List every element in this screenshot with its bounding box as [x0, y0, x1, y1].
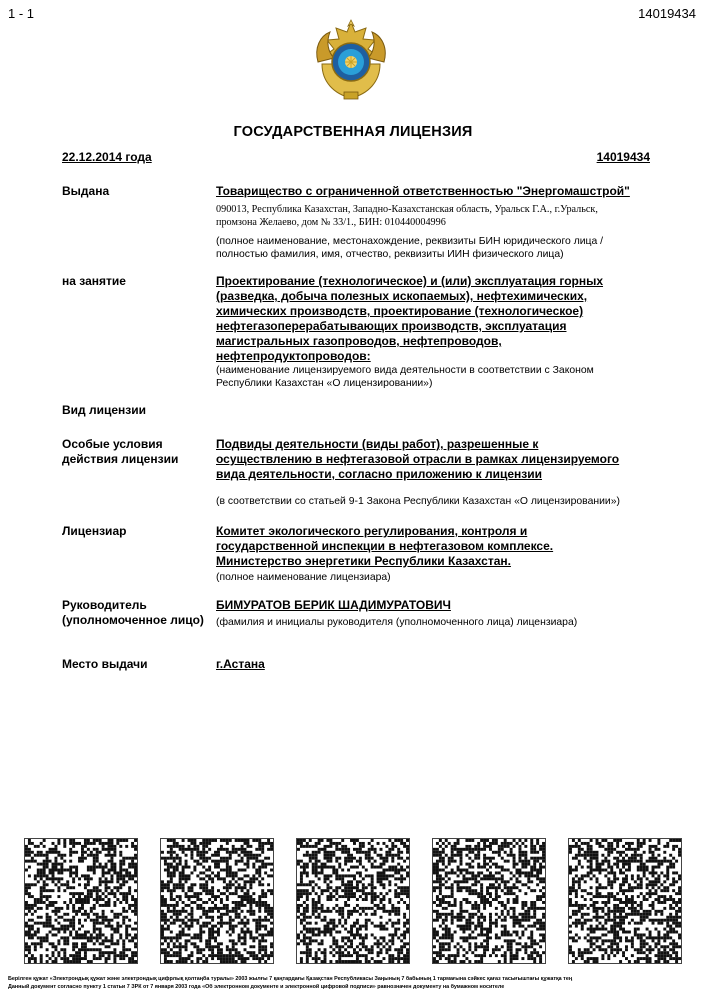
- head-label-line2: (уполномоченное лицо): [62, 613, 204, 627]
- activity-line: химических производств, проектирование (технологическое): [216, 304, 584, 318]
- kazakhstan-state-emblem-icon: [308, 18, 394, 104]
- document-number-top: 14019434: [638, 6, 696, 21]
- footer-legal-ru: Данный документ согласно пункту 1 статьи 7 ЗРК от 7 января 2003 года «Об электронном документе и электронной цифровой подписи» равнозначен документу на бумажном носителе: [8, 984, 505, 990]
- qr-code: [296, 838, 410, 964]
- licensor-label: Лицензиар: [62, 524, 127, 538]
- licensor-line: Министерство энергетики Республики Казахстан.: [216, 554, 511, 568]
- qr-code: [432, 838, 546, 964]
- license-number: 14019434: [596, 150, 650, 164]
- head-note: (фамилия и инициалы руководителя (уполномоченного лица) лицензиара): [216, 617, 578, 628]
- activity-line: (разведка, добыча полезных ископаемых), нефтехимических,: [216, 289, 588, 303]
- footer-legal-kz: Берілген құжат «Электрондық құжат және электрондық цифрлық қолтаңба туралы» 2003 жылғы 7 қаңтардағы Қазақстан Республикасы Заңының 7 бабының 1 тармағына сәйкес қағаз тасығыштағы құжатқа тең: [8, 976, 573, 982]
- issued-to-note-line1: (полное наименование, местонахождение, реквизиты БИН юридического лица /: [216, 236, 604, 247]
- qr-code-row: [24, 838, 684, 964]
- place-label: Место выдачи: [62, 657, 148, 671]
- document-title: ГОСУДАРСТВЕННАЯ ЛИЦЕНЗИЯ: [233, 124, 473, 140]
- activity-line: нефтепродуктопроводов:: [216, 349, 371, 363]
- activity-line: магистральных газопроводов, нефтепроводов,: [216, 334, 502, 348]
- special-conditions-line: вида деятельности, согласно приложению к лицензии: [216, 467, 543, 481]
- licensor-note: (полное наименование лицензиара): [216, 572, 391, 583]
- head-name: БИМУРАТОВ БЕРИК ШАДИМУРАТОВИЧ: [216, 598, 451, 612]
- issued-to-label: Выдана: [62, 184, 110, 198]
- qr-code: [24, 838, 138, 964]
- issued-to-address-line1: 090013, Республика Казахстан, Западно-Казахстанская область, Уральск Г.А., г.Уральск,: [216, 204, 598, 215]
- special-conditions-line: осуществлению в нефтегазовой отрасли в рамках лицензируемого: [216, 452, 620, 466]
- special-conditions-line: Подвиды деятельности (виды работ), разрешенные к: [216, 437, 539, 451]
- activity-line: нефтегазоперерабатывающих производств, эксплуатация: [216, 319, 567, 333]
- activity-note-line1: (наименование лицензируемого вида деятельности в соответствии с Законом: [216, 365, 594, 376]
- activity-label: на занятие: [62, 274, 126, 288]
- qr-code: [568, 838, 682, 964]
- issued-to-value: Товарищество с ограниченной ответственностью "Энергомашстрой": [216, 184, 630, 198]
- license-type-label: Вид лицензии: [62, 403, 147, 417]
- issued-to-address-line2: промзона Желаево, дом № 33/1., БИН: 010440004996: [216, 217, 446, 228]
- licensor-line: Комитет экологического регулирования, контроля и: [216, 524, 528, 538]
- special-conditions-label-line1: Особые условия: [62, 437, 163, 451]
- activity-note-line2: Республики Казахстан «О лицензировании»): [216, 378, 433, 389]
- qr-code: [160, 838, 274, 964]
- special-conditions-label-line2: действия лицензии: [62, 452, 179, 466]
- head-label-line1: Руководитель: [62, 598, 147, 612]
- issue-date: 22.12.2014 года: [62, 150, 152, 164]
- special-conditions-note: (в соответствии со статьей 9-1 Закона Республики Казахстан «О лицензировании»): [216, 496, 620, 507]
- issued-to-note-line2: полностью фамилия, имя, отчество, реквизиты ИИН физического лица): [216, 249, 564, 260]
- place-value: г.Астана: [216, 657, 265, 671]
- page-counter: 1 - 1: [8, 6, 35, 21]
- licensor-line: государственной инспекции в нефтегазовом комплексе.: [216, 539, 554, 553]
- activity-line: Проектирование (технологическое) и (или) эксплуатация горных: [216, 274, 604, 288]
